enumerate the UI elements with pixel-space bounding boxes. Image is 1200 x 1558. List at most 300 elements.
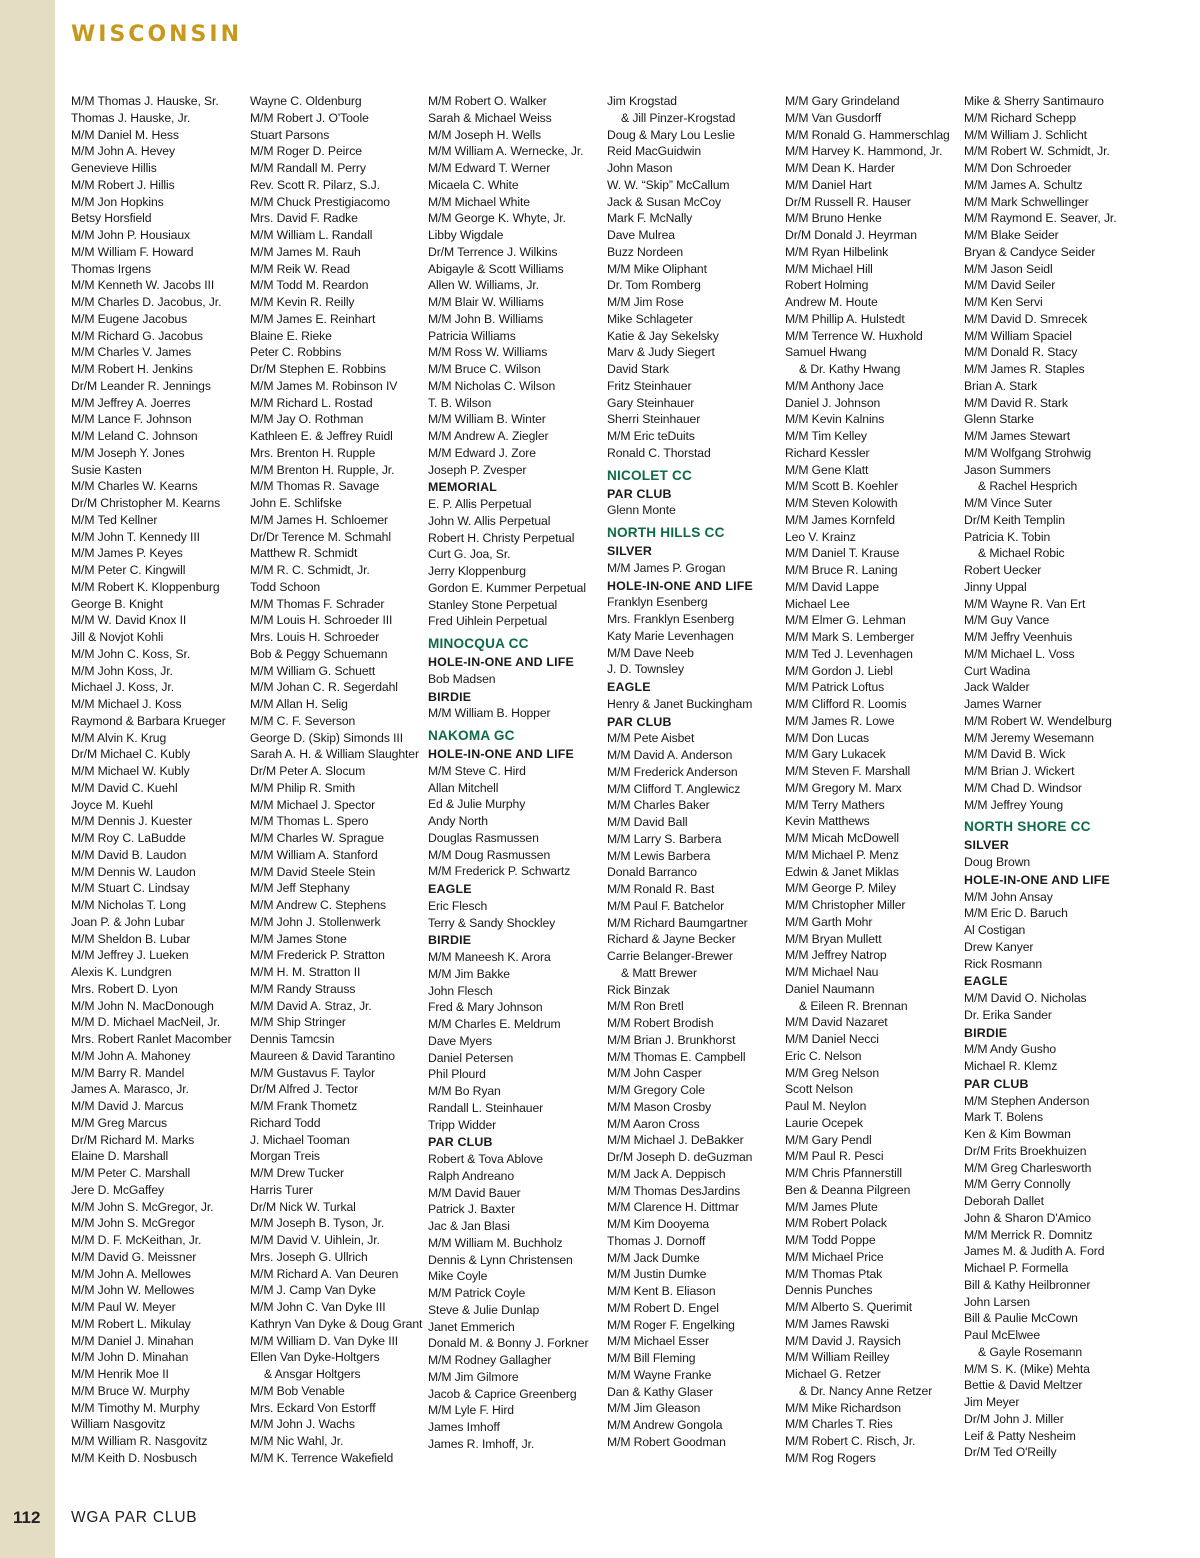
column-6 [964,93,1140,1461]
member-name: M/M William D. Van Dyke III [250,1333,399,1348]
member-name: M/M Frank Thometz [250,1099,358,1113]
member-name: M/M Terry Mathers [785,797,885,812]
member-name: M/M Ted Kellner [71,512,158,527]
member-name-continuation: & Gayle Rosemann [978,1344,1083,1359]
member-name: M/M Bruno Henke [785,211,882,226]
member-name: M/M Thomas J. Hauske, Sr. [71,94,219,108]
member-name: Sarah & Michael Weiss [428,110,552,125]
member-name: M/M Greg Charlesworth [964,1160,1092,1175]
member-name: M/M William M. Buchholz [428,1235,563,1250]
member-name: M/M Lyle F. Hird [428,1403,514,1418]
member-name: M/M Tim Kelley [785,429,867,443]
member-name: William Nasgovitz [71,1417,166,1432]
membership-level-heading: EAGLE [428,882,472,896]
member-name: M/M Raymond E. Seaver, Jr. [964,211,1117,226]
column-2 [250,93,426,1467]
member-name: M/M Daniel Hart [785,177,872,192]
member-name: Mrs. Joseph G. Ullrich [250,1249,368,1264]
member-name: E. P. Allis Perpetual [428,497,532,511]
member-name: Stuart Parsons [250,127,330,142]
member-name: M/M Jim Bakke [428,966,510,981]
member-name: M/M Don Lucas [785,730,870,745]
member-name: M/M Robert Polack [785,1216,887,1231]
member-name: M/M Aaron Cross [607,1116,700,1131]
member-name: M/M David Steele Stein [250,864,376,879]
member-name: M/M Philip R. Smith [250,780,356,795]
donor-list [71,93,1191,1483]
member-name: Todd Schoon [250,579,321,594]
member-name: M/M John Casper [607,1066,702,1081]
member-name: M/M Justin Dumke [607,1267,707,1282]
member-name: Reid MacGuidwin [607,144,702,159]
member-name: M/M Mark S. Lemberger [785,630,915,644]
member-name: M/M David G. Meissner [71,1249,197,1264]
member-name: M/M David A. Straz, Jr. [250,998,372,1013]
member-name: M/M David O. Nicholas [964,991,1087,1005]
member-name: Glenn Monte [607,503,676,518]
member-name: M/M Reik W. Read [250,261,350,276]
member-name: Dennis & Lynn Christensen [428,1252,573,1267]
member-name: Jack Walder [964,680,1030,695]
member-name: M/M Micah McDowell [785,831,899,845]
member-name: Andy North [428,814,488,828]
member-name: Daniel Petersen [428,1050,514,1065]
member-name: M/M Alvin K. Krug [71,730,167,745]
member-name: Fritz Steinhauer [607,378,692,393]
member-name: M/M Robert L. Mikulay [71,1316,191,1331]
member-name-continuation: & Jill Pinzer-Krogstad [621,110,736,125]
member-name: M/M Christopher Miller [785,898,906,912]
member-name: M/M Paul R. Pesci [785,1149,884,1164]
member-name: M/M Gene Klatt [785,462,869,477]
member-name: M/M Edward J. Zore [428,445,536,460]
member-name: M/M Ted J. Levenhagen [785,646,913,661]
member-name: Jere D. McGaffey [71,1182,164,1197]
member-name: M/M D. Michael MacNeil, Jr. [71,1015,220,1030]
member-name: M/M James P. Keyes [71,546,183,561]
member-name: M/M Daniel Necci [785,1032,879,1046]
member-name: M/M Vince Suter [964,496,1053,510]
member-name: M/M John B. Williams [428,311,544,326]
member-name: M/M Jeffry Veenhuis [964,630,1073,644]
member-name: Robert & Tova Ablove [428,1152,543,1166]
member-name: M/M Garth Mohr [785,914,873,929]
member-name: M/M Robert K. Kloppenburg [71,579,220,594]
member-name: M/M George P. Miley [785,881,896,896]
member-name: M/M David V. Uihlein, Jr. [250,1233,380,1247]
member-name: Kevin Matthews [785,814,870,829]
member-name: M/M Robert J. Hillis [71,177,175,192]
member-name: M/M Steven F. Marshall [785,764,911,778]
membership-level-heading: SILVER [964,838,1010,853]
member-name: J. D. Townsley [607,662,684,677]
member-name: James R. Imhoff, Jr. [428,1436,535,1451]
member-name: M/M Bob Venable [250,1383,345,1398]
member-name: M/M John T. Kennedy III [71,529,200,544]
member-name: James Warner [964,697,1042,711]
member-name: M/M Robert J. O'Toole [250,110,369,125]
member-name: Phil Plourd [428,1067,486,1082]
member-name: M/M Terrence W. Huxhold [785,328,923,343]
member-name: M/M Greg Nelson [785,1065,879,1080]
member-name: M/M Joseph B. Tyson, Jr. [250,1216,385,1231]
member-name: Donald M. & Bonny J. Forkner [428,1336,589,1351]
member-name: M/M William G. Schuett [250,663,376,678]
member-name: M/M D. F. McKeithan, Jr. [71,1233,202,1247]
member-name: M/M Andy Gusho [964,1042,1057,1057]
member-name: M/M Charles V. James [71,345,192,360]
member-name: M/M Michael L. Voss [964,646,1075,661]
member-name-continuation: & Ansgar Holtgers [264,1367,361,1381]
member-name: M/M John A. Mellowes [71,1266,191,1281]
member-name: Rick Rosmann [964,956,1043,971]
member-name: M/M Jeff Stephany [250,881,350,896]
membership-level-heading: MEMORIAL [428,480,498,495]
member-name: Sarah A. H. & William Slaughter [250,747,419,762]
member-name: M/M Clifford T. Anglewicz [607,781,741,796]
member-name: M/M James Plute [785,1199,878,1214]
member-name: M/M John A. Hevey [71,144,175,159]
member-name: Joyce M. Kuehl [71,797,153,812]
member-name: Micaela C. White [428,177,519,192]
member-name: Curt Wadina [964,663,1031,678]
member-name: Jason Summers [964,462,1051,477]
member-name: M/M Richard A. Van Deuren [250,1266,399,1281]
member-name: M/M Thomas E. Campbell [607,1049,746,1064]
member-name: M/M Ronald R. Bast [607,882,715,896]
member-name: M/M William A. Wernecke, Jr. [428,144,584,159]
member-name: Rev. Scott R. Pilarz, S.J. [250,177,380,192]
member-name: Dr/M Joseph D. deGuzman [607,1150,753,1164]
membership-level-heading: HOLE-IN-ONE AND LIFE [428,747,575,761]
member-name: M/M Chuck Prestigiacomo [250,194,390,209]
page-title: WISCONSIN [71,22,242,47]
member-name: Blaine E. Rieke [250,328,332,343]
member-name: M/M Daniel J. Minahan [71,1333,194,1348]
member-name: M/M Frederick P. Schwartz [428,864,571,879]
member-name: Al Costigan [964,923,1026,937]
member-name: David Stark [607,362,669,376]
member-name: Dr/M Alfred J. Tector [250,1082,359,1097]
member-name: M/M Stephen Anderson [964,1093,1090,1108]
member-name: M/M Don Schroeder [964,161,1072,175]
member-name: Dr. Tom Romberg [607,278,701,293]
member-name: M/M Keith D. Nosbusch [71,1450,197,1465]
member-name: Katy Marie Levenhagen [607,628,734,643]
member-name: Henry & Janet Buckingham [607,696,753,711]
member-name: Glenn Starke [964,412,1034,427]
member-name: M/M Greg Marcus [71,1115,168,1130]
member-name: M/M Sheldon B. Lubar [71,931,191,946]
member-name: M/M Brenton H. Rupple, Jr. [250,462,395,477]
member-name: Janet Emmerich [428,1319,515,1334]
member-name: Maureen & David Tarantino [250,1048,395,1063]
club-heading: NICOLET CC [607,467,693,483]
member-name: Harris Turer [250,1182,314,1197]
member-name: M/M Charles E. Meldrum [428,1017,561,1031]
member-name: M/M Michael Hill [785,261,873,276]
member-name: George D. (Skip) Simonds III [250,730,403,745]
member-name: Dr/M Nick W. Turkal [250,1199,356,1214]
member-name: M/M William J. Schlicht [964,127,1087,142]
member-name: M/M Andrew A. Ziegler [428,429,549,443]
member-name: M/M James Kornfeld [785,512,895,527]
member-name: M/M James Stewart [964,429,1070,443]
member-name: M/M Paul W. Meyer [71,1300,176,1314]
member-name: M/M John J. Stollenwerk [250,914,381,929]
member-name: M/M William L. Randall [250,228,373,242]
member-name: M/M Barry R. Mandel [71,1065,185,1080]
member-name: Dennis Punches [785,1283,873,1298]
member-name: M/M John C. Koss, Sr. [71,646,191,661]
member-name: M/M Stuart C. Lindsay [71,881,190,896]
member-name: M/M Thomas R. Savage [250,479,380,494]
member-name: Dr/M Leander R. Jennings [71,378,211,393]
member-name: M/M Charles W. Kearns [71,479,198,494]
member-name: M/M Ryan Hilbelink [785,244,889,259]
member-name: Mrs. Louis H. Schroeder [250,630,380,644]
member-name: Daniel Naumann [785,981,875,996]
member-name: John E. Schlifske [250,496,342,510]
member-name: M/M Doug Rasmussen [428,847,551,862]
member-name: M/M Bruce C. Wilson [428,362,541,376]
member-name: M/M Steven Kolowith [785,496,898,510]
member-name: Dr. Erika Sander [964,1007,1052,1022]
member-name: M/M David Seiler [964,278,1056,293]
member-name: Dr/M Ted O'Reilly [964,1445,1057,1460]
member-name: M/M James P. Grogan [607,560,726,575]
member-name: M/M Bill Fleming [607,1351,696,1365]
member-name: M/M Todd Poppe [785,1233,876,1247]
member-name: M/M Michael White [428,194,530,209]
member-name: M/M Frederick Anderson [607,764,738,779]
member-name: M/M Leland C. Johnson [71,429,198,443]
member-name: Mrs. Robert Ranlet Macomber [71,1032,232,1046]
member-name: M/M Thomas DesJardins [607,1183,741,1198]
member-name: M/M Jeffrey J. Lueken [71,948,189,963]
member-name: John & Sharon D'Amico [964,1210,1091,1225]
member-name: M/M Michael P. Menz [785,847,899,862]
member-name: M/M Patrick Coyle [428,1286,526,1300]
member-name: Ben & Deanna Pilgreen [785,1182,911,1197]
member-name: Franklyn Esenberg [607,595,708,610]
member-name: Stanley Stone Perpetual [428,597,558,612]
member-name: Richard Kessler [785,445,870,460]
member-name: T. B. Wilson [428,395,492,410]
member-name: M/M Jeffrey A. Joerres [71,395,191,410]
member-name: John Flesch [428,983,493,998]
member-name: M/M James A. Schultz [964,177,1083,192]
member-name: M/M Kevin R. Reilly [250,295,355,309]
member-name: M/M David D. Smrecek [964,311,1088,326]
member-name: Bob & Peggy Schuemann [250,646,388,661]
member-name: M/M David Lappe [785,579,880,594]
member-name: M/M John C. Van Dyke III [250,1300,386,1314]
member-name: M/M John S. McGregor [71,1216,195,1231]
column-3 [428,93,604,1453]
membership-level-heading: PAR CLUB [964,1076,1029,1091]
member-name: M/M K. Terrence Wakefield [250,1450,394,1465]
member-name: Samuel Hwang [785,345,867,360]
member-name: M/M Van Gusdorff [785,110,882,125]
member-name: M/M Eric D. Baruch [964,906,1068,921]
membership-level-heading: HOLE-IN-ONE AND LIFE [964,872,1111,887]
membership-level-heading: PAR CLUB [428,1135,493,1150]
member-name: M/M Roger D. Peirce [250,144,362,159]
member-name: Ken & Kim Bowman [964,1127,1071,1141]
member-name: M/M James M. Robinson IV [250,378,398,393]
member-name: Patricia Williams [428,328,516,343]
member-name: M/M Mason Crosby [607,1099,712,1114]
member-name: M/M Larry S. Barbera [607,831,722,846]
member-name: Allan Mitchell [428,780,499,795]
member-name: M/M Mike Richardson [785,1400,901,1415]
member-name: M/M Thomas L. Spero [250,814,369,829]
member-name: M/M Lewis Barbera [607,848,711,863]
member-name: M/M Blake Seider [964,228,1059,242]
member-name-continuation: & Dr. Nancy Anne Retzer [799,1383,933,1398]
member-name: Jack & Susan McCoy [607,194,722,209]
member-name: Genevieve Hillis [71,161,157,175]
member-name: M/M Robert D. Engel [607,1300,719,1315]
member-name-continuation: & Rachel Hesprich [978,479,1078,494]
member-name: M/M Gregory Cole [607,1083,705,1097]
member-name: Dave Myers [428,1033,493,1048]
member-name: Dr/Dr Terence M. Schmahl [250,529,391,544]
member-name: M/M Michael J. Koss [71,697,182,711]
member-name: M/M William F. Howard [71,244,194,259]
member-name: M/M James H. Schloemer [250,512,388,527]
member-name: Terry & Sandy Shockley [428,915,556,930]
member-name: M/M Brian J. Wickert [964,764,1075,778]
member-name: Kathleen E. & Jeffrey Ruidl [250,429,393,443]
member-name: Mike Coyle [428,1269,488,1284]
member-name: Raymond & Barbara Krueger [71,713,226,728]
member-name: M/M David C. Kuehl [71,780,178,795]
member-name: M/M Donald R. Stacy [964,345,1078,360]
member-name: M/M Robert W. Schmidt, Jr. [964,144,1110,159]
member-name: M/M Gary Lukacek [785,747,886,762]
member-name: M/M Ross W. Williams [428,345,548,360]
member-name: M/M Merrick R. Domnitz [964,1227,1093,1242]
member-name: Gary Steinhauer [607,395,695,410]
member-name: Alexis K. Lundgren [71,965,172,979]
member-name: M/M Randall M. Perry [250,161,366,175]
member-name: M/M Allan H. Selig [250,697,348,711]
member-name: Richard & Jayne Becker [607,932,736,947]
member-name: Fred & Mary Johnson [428,1000,543,1015]
member-name: Dr/M Frits Broekhuizen [964,1143,1087,1158]
member-name: Dr/M Terrence J. Wilkins [428,244,558,259]
member-name: M/M Michael J. DeBakker [607,1133,744,1148]
member-name: M/M Michael W. Kubly [71,764,190,778]
membership-level-heading: EAGLE [607,680,651,694]
member-name: Doug & Mary Lou Leslie [607,127,735,142]
member-name: M/M Robert Brodish [607,1016,714,1030]
member-name: James M. & Judith A. Ford [964,1244,1105,1259]
member-name: M/M Phillip A. Hulstedt [785,311,905,326]
member-name: M/M Dave Neeb [607,645,694,660]
club-heading: NORTH HILLS CC [607,525,725,540]
member-name: M/M Bo Ryan [428,1084,501,1098]
member-name: M/M Michael J. Spector [250,797,376,812]
footer-publication-name: WGA PAR CLUB [71,1509,198,1526]
member-name-continuation: & Michael Robic [978,546,1065,561]
member-name: M/M Harvey K. Hammond, Jr. [785,144,943,159]
member-name: M/M Patrick Loftus [785,680,885,695]
member-name: Robert Uecker [964,563,1042,577]
member-name: Jerry Kloppenburg [428,564,526,578]
member-name: Eric Flesch [428,898,488,913]
club-heading: MINOCQUA CC [428,636,529,651]
member-name: M/M Edward T. Werner [428,161,551,175]
member-name: Brian A. Stark [964,378,1038,393]
member-name: M/M Ship Stringer [250,1015,346,1030]
member-name: M/M Pete Aisbet [607,731,695,746]
member-name: M/M Maneesh K. Arora [428,950,551,964]
member-name: M/M James Rawski [785,1316,890,1331]
member-name: Tripp Widder [428,1117,497,1132]
member-name: M/M John J. Wachs [250,1417,355,1432]
member-name: Michael J. Koss, Jr. [71,680,174,695]
member-name: M/M Louis H. Schroeder III [250,613,393,628]
member-name: M/M Scott B. Koehler [785,479,899,494]
member-name: Michael R. Klemz [964,1059,1058,1073]
member-name: Allen W. Williams, Jr. [428,278,539,293]
member-name: M/M Ken Servi [964,295,1043,309]
member-name: Dr/M Stephen E. Robbins [250,362,386,376]
member-name: John Larsen [964,1294,1030,1309]
member-name: M/M John W. Mellowes [71,1283,195,1298]
member-name: M/M C. F. Severson [250,713,356,728]
member-name: M/M Andrew C. Stephens [250,898,386,912]
member-name: Mrs. David F. Radke [250,211,358,226]
member-name: M/M Bruce R. Laning [785,563,898,577]
member-name: Mrs. Franklyn Esenberg [607,612,735,626]
member-name: Paul McElwee [964,1328,1041,1342]
member-name: M/M John N. MacDonough [71,998,214,1013]
member-name: Libby Wigdale [428,228,504,242]
member-name: M/M Drew Tucker [250,1166,344,1180]
member-name: Dan & Kathy Glaser [607,1384,713,1399]
member-name: M/M David B. Laudon [71,847,187,862]
member-name: Robert Holming [785,278,869,293]
member-name: M/M William B. Hopper [428,706,551,721]
member-name: John Mason [607,161,673,175]
member-name: Randall L. Steinhauer [428,1100,544,1115]
member-name: Katie & Jay Sekelsky [607,328,719,343]
member-name: Leif & Patty Nesheim [964,1428,1076,1443]
member-name: M/M Lance F. Johnson [71,412,192,427]
member-name: M/M Roger F. Engelking [607,1317,735,1332]
member-name: Jim Krogstad [607,94,677,108]
member-name: Steve & Julie Dunlap [428,1302,540,1317]
membership-level-heading: PAR CLUB [607,714,672,729]
member-name: M/M Elmer G. Lehman [785,613,906,628]
member-name: M/M Richard L. Rostad [250,395,373,410]
member-name: M/M Jeffrey Young [964,797,1064,812]
member-name: Michael G. Retzer [785,1367,881,1381]
member-name: Laurie Ocepek [785,1115,863,1130]
member-name: M/M Kevin Kalnins [785,412,885,427]
member-name: M/M Kent B. Eliason [607,1284,716,1298]
member-name: Jill & Novjot Kohli [71,630,164,644]
member-name: Edwin & Janet Miklas [785,864,899,879]
member-name: Thomas J. Dornoff [607,1233,706,1248]
member-name: James Imhoff [428,1420,500,1434]
member-name: M/M Blair W. Williams [428,295,544,309]
member-name: Ed & Julie Murphy [428,797,526,812]
